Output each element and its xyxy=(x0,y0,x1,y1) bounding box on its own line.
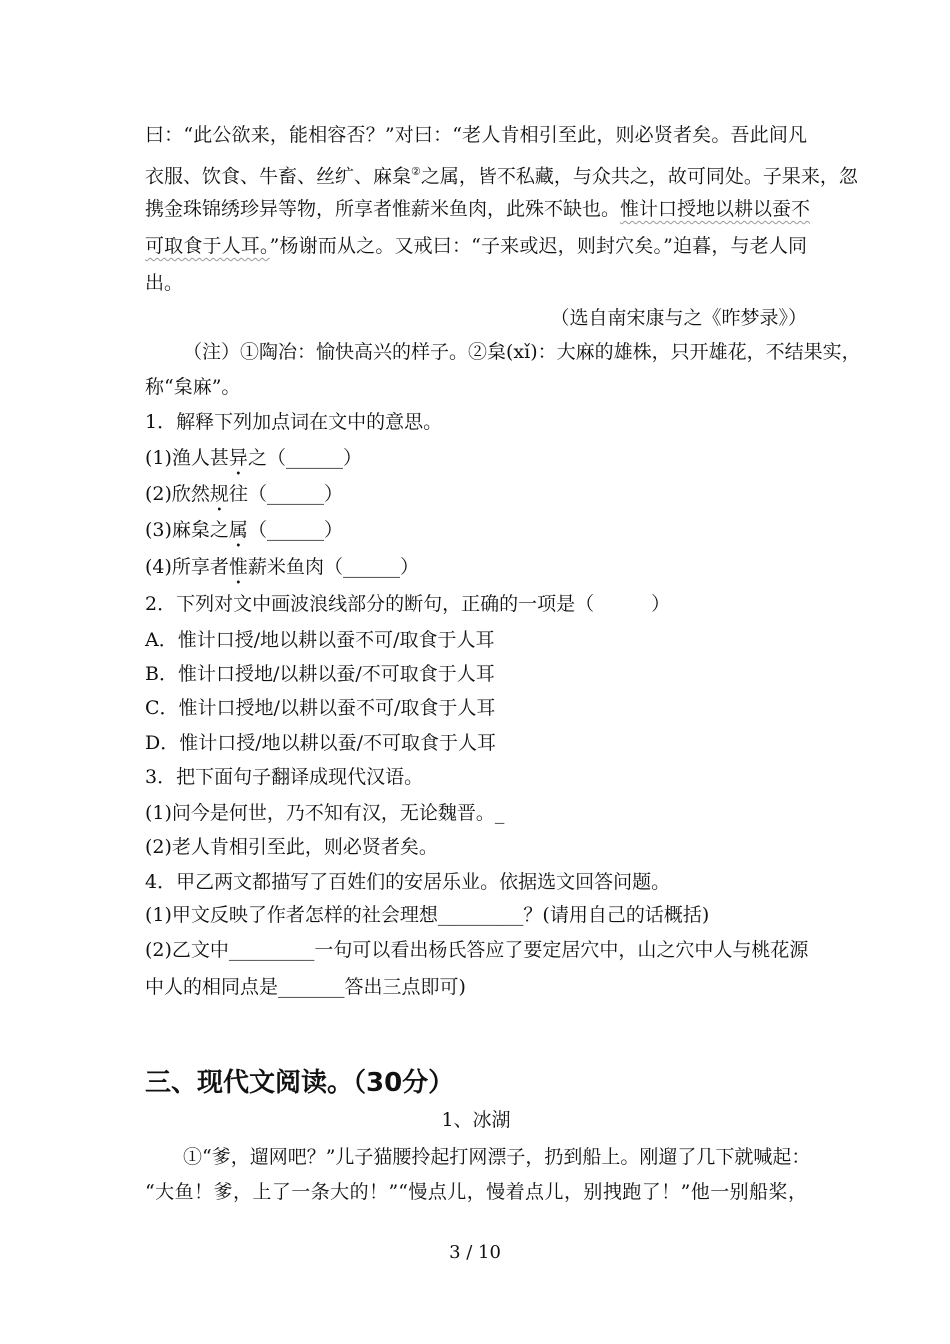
answer-blank[interactable]: 往（______） xyxy=(228,483,343,505)
footnote-mark: ② xyxy=(411,165,421,178)
text: (2)欣然 xyxy=(145,483,210,505)
wavy-underlined-text: 可取食于人耳。 xyxy=(145,235,270,257)
question-1-item xyxy=(145,482,807,516)
option-c[interactable]: C．惟计口授地/以耕以蚕不可/取食于人耳 xyxy=(145,697,496,719)
text: 之属，皆不私藏，与众共之，故可同处。子果来，忽 xyxy=(420,165,858,188)
text: (3)麻枲之 xyxy=(145,519,229,541)
answer-blank[interactable]: 之（______） xyxy=(247,447,362,469)
answer-blank[interactable]: 薪米鱼肉（______） xyxy=(247,556,419,578)
passage-line xyxy=(145,234,807,258)
article-line: “大鱼！爹，上了一条大的！”“慢点儿，慢着点儿，别拽跑了！”他一别船桨， xyxy=(145,1181,807,1203)
text: (4)所享者 xyxy=(145,556,229,578)
question-3-stem: 3．把下面句子翻译成现代汉语。 xyxy=(145,766,424,788)
passage-line: 出。 xyxy=(145,272,184,294)
question-4-stem: 4．甲乙两文都描写了百姓们的安居乐业。依据选文回答问题。 xyxy=(145,871,671,893)
question-4-item: 中人的相同点是_______答出三点即可) xyxy=(145,976,466,998)
question-2-stem: 2．下列对文中画波浪线部分的断句，正确的一项是（ ） xyxy=(145,593,671,615)
question-1-stem: 1．解释下列加点词在文中的意思。 xyxy=(145,411,443,433)
section-heading: 三、现代文阅读。（30分） xyxy=(145,1068,455,1098)
question-3-item: (1)问今是何世，乃不知有汉，无论魏晋。_ xyxy=(145,802,505,824)
question-4-item: (2)乙文中_________一句可以看出杨氏答应了要定居穴中，山之穴中人与桃花源 xyxy=(145,939,809,961)
note-line: 称“枲麻”。 xyxy=(145,376,241,398)
dotted-word: 惟 xyxy=(228,556,248,578)
question-1-item xyxy=(145,518,807,552)
text: (1)渔人甚 xyxy=(145,447,229,469)
article-title: 1、冰湖 xyxy=(441,1109,511,1131)
dotted-word: 异 xyxy=(228,447,248,469)
note-line: （注）①陶冶：愉快高兴的样子。②枲(xǐ)：大麻的雄株，只开雄花，不结果实， xyxy=(183,341,861,363)
question-1-item xyxy=(145,446,807,480)
passage-line: 曰：“此公欲来，能相容否？”对曰：“老人肯相引至此，则必贤者矣。吾此间凡 xyxy=(145,124,807,146)
dotted-word: 属 xyxy=(228,519,248,541)
option-b[interactable]: B．惟计口授地/以耕以蚕/不可取食于人耳 xyxy=(145,663,495,685)
page-number: 3 / 10 xyxy=(449,1242,501,1263)
text: ”杨谢而从之。又戒曰：“子来或迟，则封穴矣。”迫暮，与老人同 xyxy=(269,235,807,257)
passage-line xyxy=(145,197,811,221)
answer-blank[interactable]: （______） xyxy=(247,519,343,541)
source-citation: （选自南宋康与之《昨梦录》） xyxy=(550,307,807,329)
text: 携金珠锦绣珍异等物，所享者惟薪米鱼肉，此殊不缺也。 xyxy=(145,198,621,220)
question-4-item: (1)甲文反映了作者怎样的社会理想_________？(请用自己的话概括) xyxy=(145,904,710,926)
passage-line xyxy=(145,160,858,188)
option-a[interactable]: A．惟计口授/地以耕以蚕不可/取食于人耳 xyxy=(145,629,495,651)
article-line: ①“爹，遛网吧？”儿子猫腰拎起打网漂子，扔到船上。刚遛了几下就喊起： xyxy=(183,1146,811,1168)
dotted-word: 规 xyxy=(209,483,229,505)
option-d[interactable]: D．惟计口授/地以耕以蚕/不可取食于人耳 xyxy=(145,732,497,754)
question-3-item: (2)老人肯相引至此，则必贤者矣。 xyxy=(145,836,438,858)
question-1-item xyxy=(145,555,807,589)
wavy-underlined-text: 惟计口授地以耕以蚕不 xyxy=(620,198,811,220)
text: 衣服、饮食、牛畜、丝纩、麻枲 xyxy=(145,165,412,188)
